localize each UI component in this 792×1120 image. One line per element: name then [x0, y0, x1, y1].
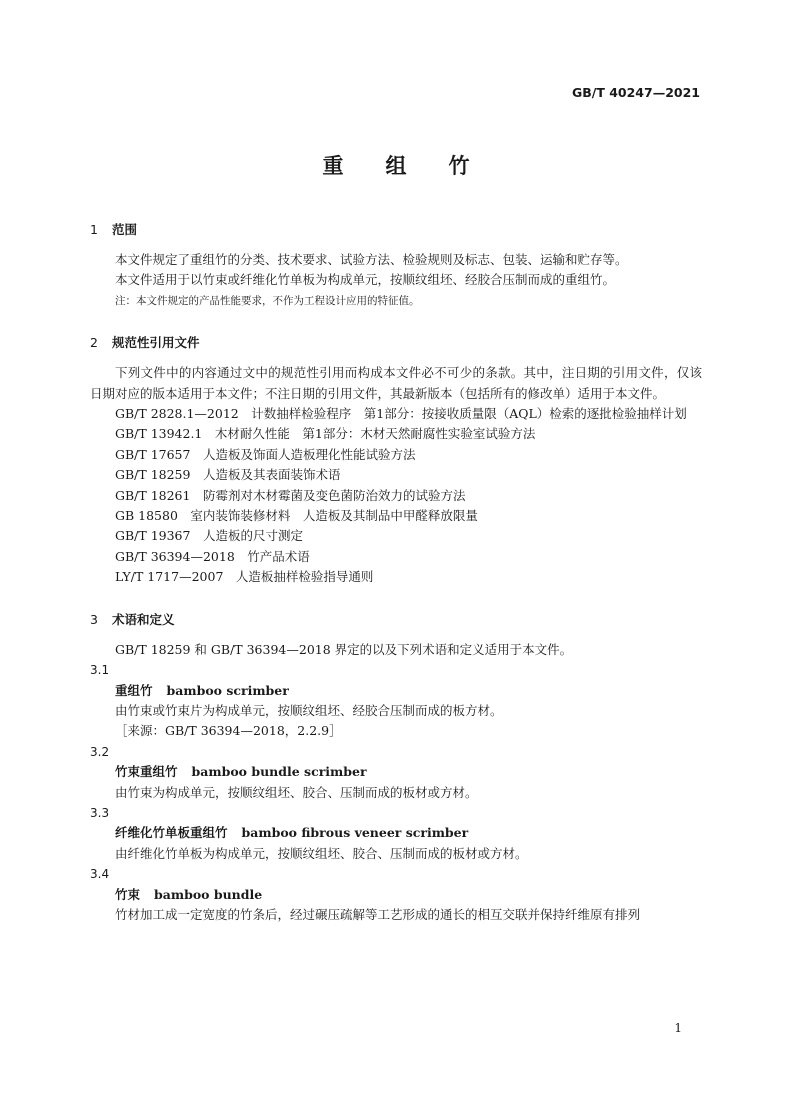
reference-item: GB/T 36394—2018 竹产品术语: [115, 548, 310, 564]
term-definition: 由竹束为构成单元，按顺纹组坯、胶合、压制而成的板材或方材。: [115, 784, 478, 800]
term-number: 3.1: [90, 663, 110, 678]
term-name: [90, 762, 702, 782]
term-name-en: bamboo bundle scrimber: [191, 764, 367, 780]
standard-number: GB/T 40247—2021: [571, 85, 700, 100]
paragraph: 下列文件中的内容通过文中的规范性引用而构成本文件必不可少的条款。其中，注日期的引用文件，仅该日期对应的版本适用于本文件；不注日期的引用文件，其最新版本（包括所有的修改单）适用于本文件。: [90, 365, 702, 401]
reference-item: GB/T 19367 人造板的尺寸测定: [115, 528, 303, 544]
term-name-zh: 纤维化竹单板重组竹: [115, 825, 228, 841]
page-number: 1: [674, 1021, 682, 1035]
section-title: 范围: [112, 222, 138, 237]
section-heading-scope: [90, 220, 702, 240]
paragraph: 本文件规定了重组竹的分类、技术要求、试验方法、检验规则及标志、包装、运输和贮存等。: [115, 252, 628, 267]
term-name-zh: 竹束重组竹: [115, 764, 178, 780]
term-number: 3.2: [90, 744, 110, 759]
title-char: 竹: [448, 154, 470, 178]
section-number: 3: [90, 611, 98, 627]
term-name-en: bamboo fibrous veneer scrimber: [241, 825, 469, 841]
title-char: 组: [385, 154, 407, 178]
document-title: [0, 150, 792, 180]
term-name: [90, 823, 702, 843]
term-name: [90, 681, 702, 701]
reference-item: GB/T 13942.1 木材耐久性能 第1部分：木材天然耐腐性实验室试验方法: [115, 426, 536, 442]
term-definition: 由竹束或竹束片为构成单元，按顺纹组坯、经胶合压制而成的板方材。: [115, 702, 503, 718]
title-char: 重: [322, 154, 344, 178]
term-definition: 竹材加工成一定宽度的竹条后，经过碾压疏解等工艺形成的通长的相互交联并保持纤维原有排列: [115, 906, 641, 922]
term-name-zh: 重组竹: [115, 682, 153, 698]
term-number: 3.4: [90, 867, 110, 882]
section-title: 术语和定义: [112, 611, 175, 627]
section-heading-terms: [90, 610, 702, 630]
paragraph: 本文件适用于以竹束或纤维化竹单板为构成单元，按顺纹组坯、经胶合压制而成的重组竹。: [115, 272, 616, 288]
paragraph: GB/T 18259 和 GB/T 36394—2018 界定的以及下列术语和定义适用于本文件。: [115, 641, 573, 657]
reference-item: GB/T 18259 人造板及其表面装饰术语: [115, 467, 341, 483]
section-heading-references: [90, 333, 702, 353]
term-definition: 由纤维化竹单板为构成单元，按顺纹组坯、胶合、压制而成的板材或方材。: [115, 845, 528, 861]
section-number: 1: [90, 222, 98, 237]
reference-item: GB/T 18261 防霉剂对木材霉菌及变色菌防治效力的试验方法: [115, 487, 466, 503]
section-title: 规范性引用文件: [112, 335, 200, 351]
term-name: [90, 885, 702, 905]
note: 注：本文件规定的产品性能要求，不作为工程设计应用的特征值。: [115, 294, 420, 307]
term-name-en: bamboo bundle: [154, 886, 263, 902]
reference-item: GB 18580 室内装饰装修材料 人造板及其制品中甲醛释放限量: [115, 508, 478, 524]
reference-item: LY/T 1717—2007 人造板抽样检验指导通则: [115, 569, 374, 585]
document-body: [90, 220, 702, 925]
term-name-en: bamboo scrimber: [166, 682, 289, 698]
term-name-zh: 竹束: [115, 886, 141, 902]
term-source: ［来源：GB/T 36394—2018，2.2.9］: [115, 723, 342, 739]
section-number: 2: [90, 335, 98, 351]
reference-item: GB/T 2828.1—2012 计数抽样检验程序 第1部分：按接收质量限（AQL）检索的逐批检验抽样计划: [115, 406, 687, 422]
term-number: 3.3: [90, 805, 110, 820]
reference-item: GB/T 17657 人造板及饰面人造板理化性能试验方法: [115, 446, 416, 462]
